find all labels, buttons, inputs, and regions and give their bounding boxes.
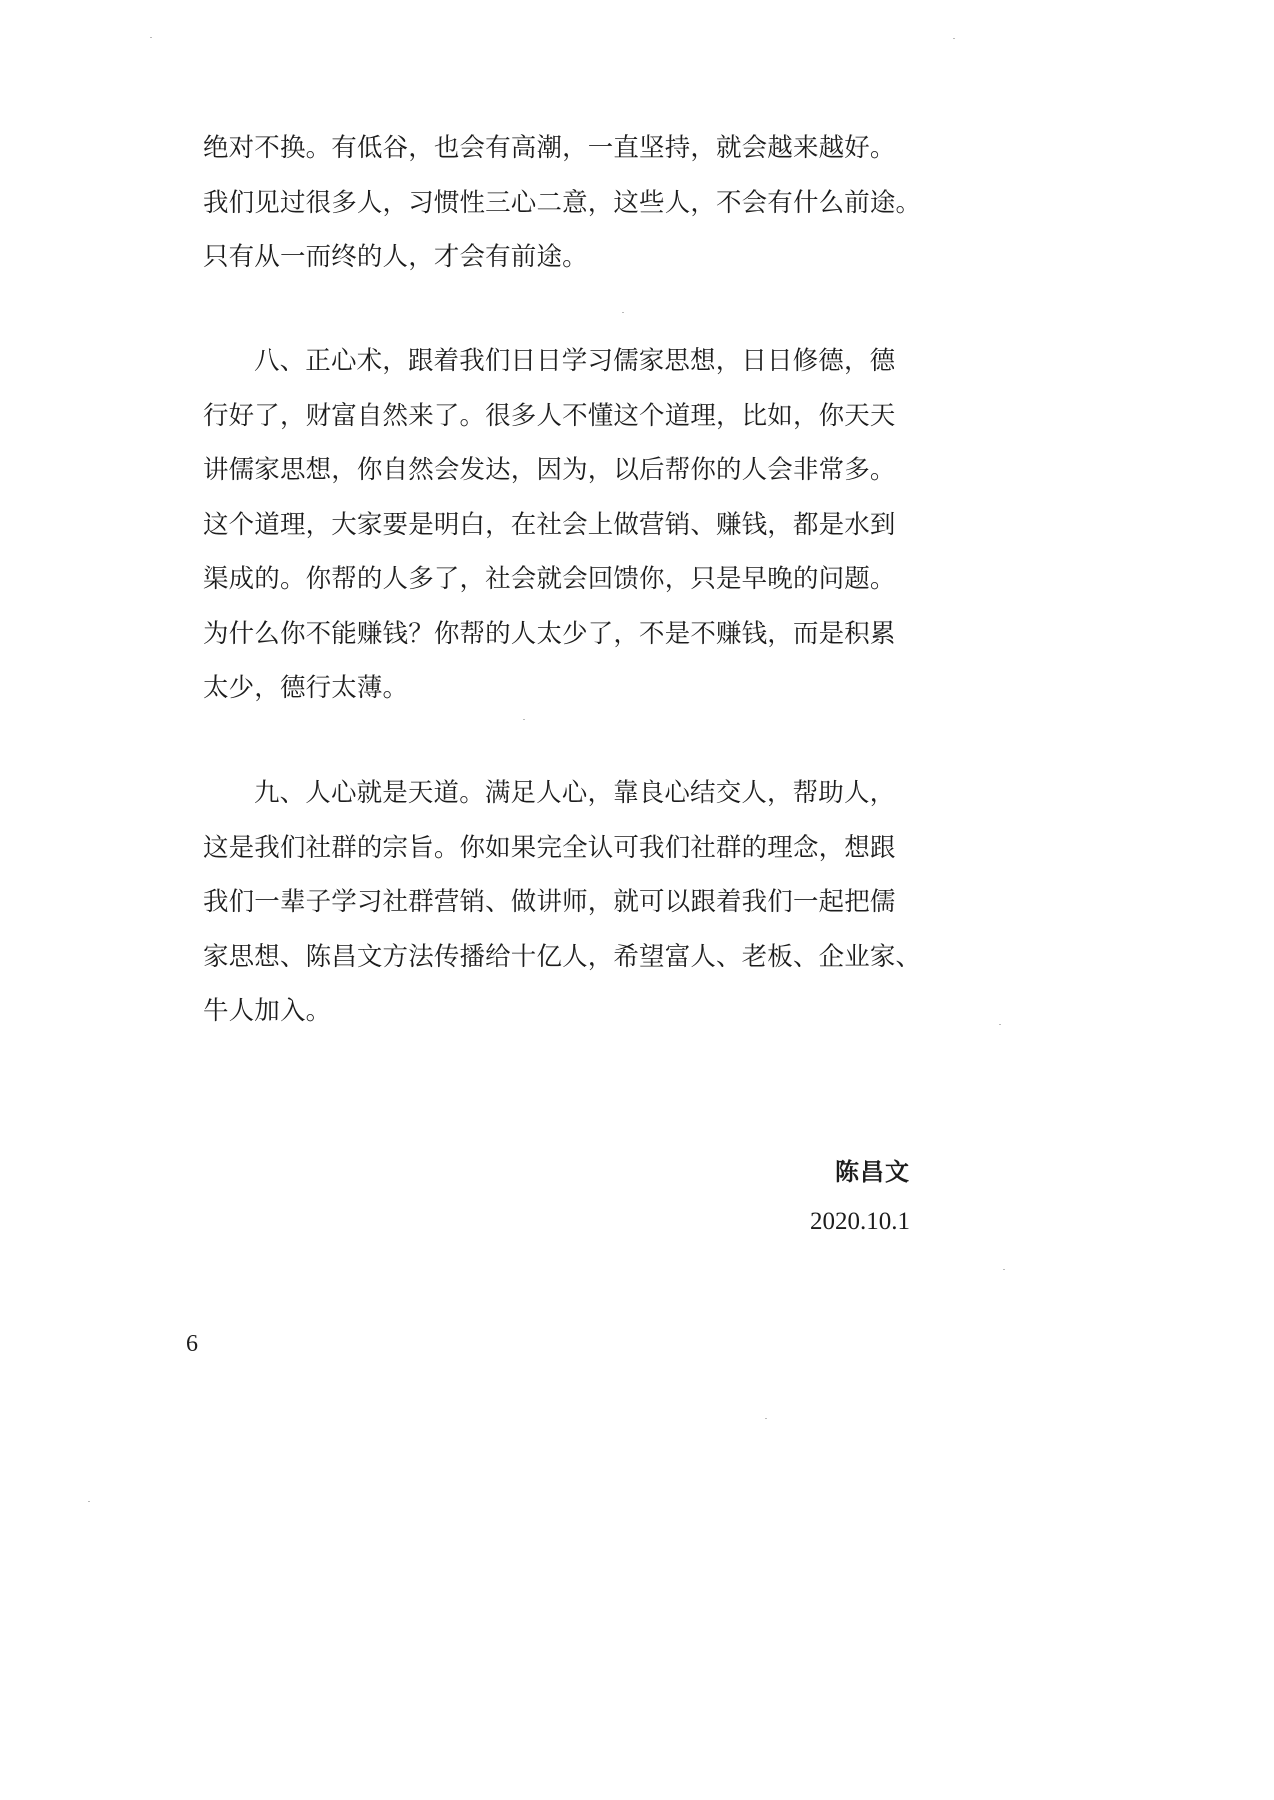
text-line: 九、人心就是天道。满足人心，靠良心结交人，帮助人，: [254, 778, 896, 808]
text-line: 绝对不换。有低谷，也会有高潮，一直坚持，就会越来越好。: [203, 133, 896, 163]
text-line: 太少，德行太薄。: [203, 673, 409, 703]
paragraph-nine: [203, 766, 922, 1039]
signature-name: 陈昌文: [835, 1157, 910, 1186]
text-line: 为什么你不能赚钱？你帮的人太少了，不是不赚钱，而是积累: [203, 618, 896, 649]
text-line: 家思想、陈昌文方法传播给十亿人，希望富人、老板、企业家、: [203, 941, 922, 972]
text-line: 八、正心术，跟着我们日日学习儒家思想，日日修德，德: [254, 346, 896, 376]
scan-speck: [765, 1418, 767, 1419]
page-number: 6: [186, 1331, 198, 1357]
text-line: 这是我们社群的宗旨。你如果完全认可我们社群的理念，想跟: [203, 832, 896, 863]
scan-speck: [999, 1024, 1001, 1025]
signature-date: 2020.10.1: [810, 1208, 910, 1235]
text-line: 行好了，财富自然来了。很多人不懂这个道理，比如，你天天: [203, 400, 896, 431]
text-line: 牛人加入。: [203, 996, 332, 1026]
text-line: 我们见过很多人，习惯性三心二意，这些人，不会有什么前途。: [203, 187, 922, 218]
scan-speck: [150, 37, 152, 38]
scan-speck: [953, 38, 955, 39]
paragraph-eight: [203, 334, 915, 716]
text-line: 渠成的。你帮的人多了，社会就会回馈你，只是早晚的问题。: [203, 564, 896, 594]
text-line: 只有从一而终的人，才会有前途。: [203, 242, 588, 272]
scan-speck: [622, 312, 624, 313]
scan-speck: [88, 1501, 90, 1502]
paragraph-continuation: [203, 121, 922, 285]
text-line: 讲儒家思想，你自然会发达，因为，以后帮你的人会非常多。: [203, 455, 896, 485]
scan-speck: [523, 719, 525, 720]
text-line: 这个道理，大家要是明白，在社会上做营销、赚钱，都是水到: [203, 509, 896, 540]
scan-speck: [1003, 1269, 1005, 1270]
text-line: 我们一辈子学习社群营销、做讲师，就可以跟着我们一起把儒: [203, 887, 896, 917]
